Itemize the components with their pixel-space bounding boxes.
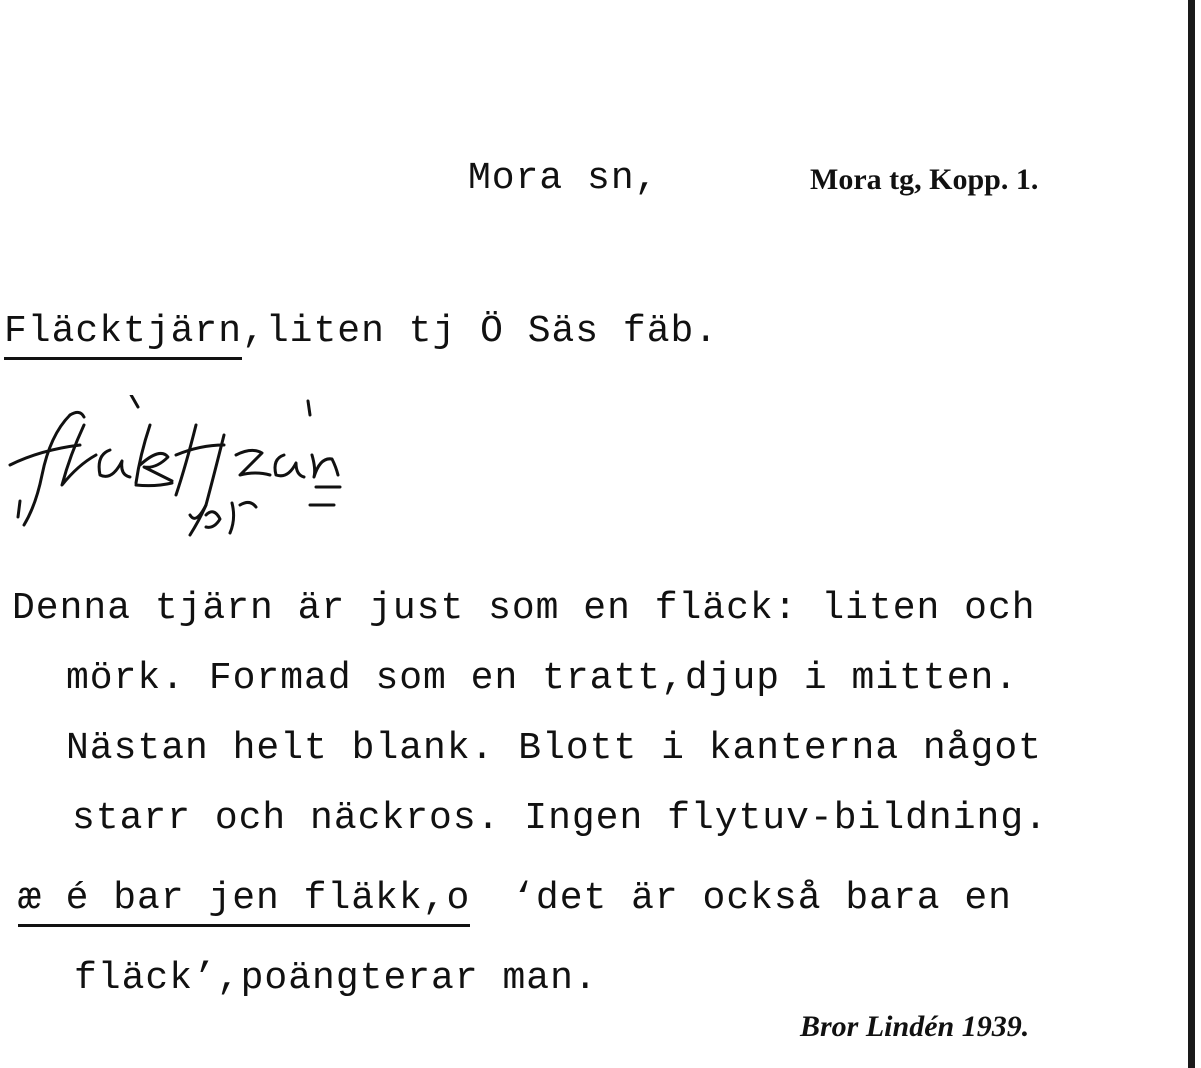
entry-line <box>4 310 719 353</box>
body-line-4: starr och näckros. Ingen flytuv-bildning. <box>72 797 1048 840</box>
quote-translation-continued: fläck’,poängterar man. <box>74 957 598 1000</box>
handwritten-transcription <box>0 395 360 555</box>
quote-line <box>18 877 1012 920</box>
district-reference: Mora tg, Kopp. 1. <box>810 163 1039 196</box>
parish-name: Mora sn, <box>468 157 659 200</box>
card-edge-line <box>1188 0 1195 1068</box>
body-line-3: Nästan helt blank. Blott i kanterna något <box>66 727 1042 770</box>
body-line-2: mörk. Formad som en tratt,djup i mitten. <box>66 657 1019 700</box>
quote-translation: ‘det är också bara en <box>512 877 1012 920</box>
entry-headword: Fläcktjärn <box>4 310 242 360</box>
dialect-quote: æ é bar jen fläkk,o <box>18 877 470 927</box>
body-line-1: Denna tjärn är just som en fläck: liten och <box>12 587 1036 630</box>
entry-description: ,liten tj Ö Säs fäb. <box>242 310 719 353</box>
signature: Bror Lindén 1939. <box>800 1010 1030 1043</box>
